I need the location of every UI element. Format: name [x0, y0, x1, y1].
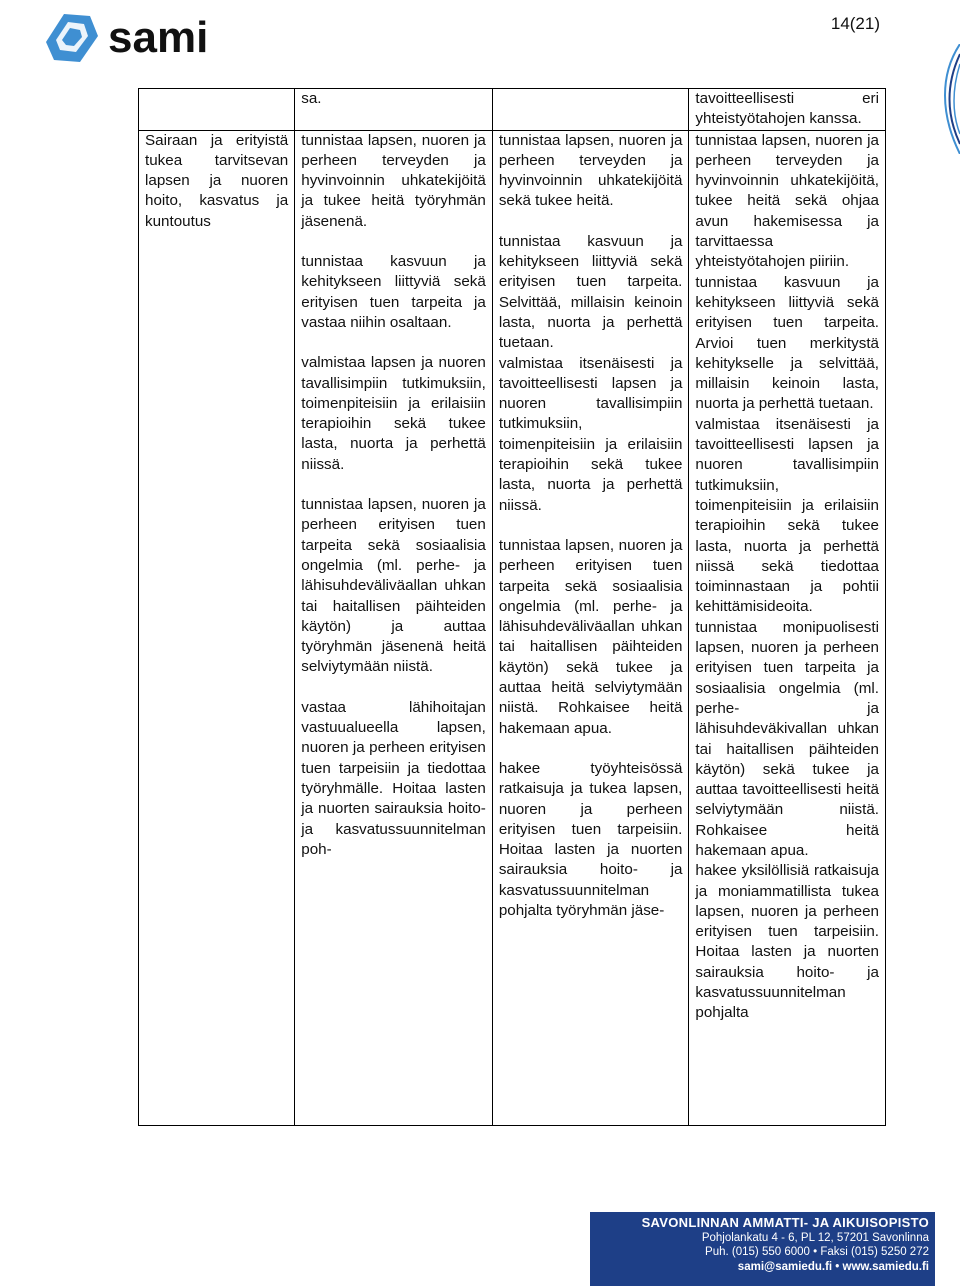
logo-text: sami — [108, 13, 209, 62]
cell-paragraph: hakee työyhteisössä ratkaisuja ja tukea lapsen, nuoren ja perheen erityisen tuen tarpeisiin. Hoitaa lasten ja nuorten sairauksia hoito- ja kasvatussuunnitelman pohjalta työryhmän jäse- — [498, 759, 683, 919]
table-cell — [492, 89, 689, 131]
cell-paragraph: valmistaa itsenäisesti ja tavoitteellisesti lapsen ja nuoren tavallisimpiin tutkimuksiin, toimenpiteisiin ja erilaisiin terapioihin sekä tukee lasta, nuorta ja perhettä niissä. — [498, 354, 683, 514]
cell-paragraph: valmistaa lapsen ja nuoren tavallisimpiin tutkimuksiin, toimenpiteisiin ja erilaisiin terapioihin sekä tukee lasta, nuorta ja perhettä niissä. — [301, 354, 486, 473]
section-heading: Sairaan ja erityistä tukea tarvitsevan lapsen ja nuoren hoito, kasvatus ja kuntoutus — [145, 131, 289, 230]
footer-web[interactable]: sami@samiedu.fi • www.samiedu.fi — [737, 1260, 929, 1273]
cell-paragraph: tunnistaa monipuolisesti lapsen, nuoren ja perheen erityisen tuen tarpeita ja sosiaalisia ongelmia (ml. perhe- ja lähisuhdeväkivallan uhkan tai haitallisen päihteiden käytön) sekä tukee ja auttaa tavoitteellisesti heitä selviytymään niistä. Rohkaisee heitä hakemaan apua. — [695, 618, 879, 859]
cell-paragraph: tunnistaa kasvuun ja kehitykseen liittyviä sekä erityisen tuen tarpeita ja vastaa niihin osaltaan. — [301, 253, 486, 331]
table-cell — [139, 89, 295, 131]
table-cell — [139, 130, 295, 1125]
cell-paragraph: tunnistaa lapsen, nuoren ja perheen erityisen tuen tarpeita sekä sosiaalisia ongelmia (ml. perhe- ja lähisuhdeväliväallan uhkan tai haitallisen päihteiden käytön) ja auttaa työryhmän jäsenenä heitä selviytymään niistä. — [301, 496, 486, 676]
table-row — [139, 89, 886, 131]
cell-paragraph: tunnistaa lapsen, nuoren ja perheen terveyden ja hyvinvoinnin uhkatekijöitä sekä tukee heitä. — [498, 131, 683, 210]
competence-table — [138, 88, 886, 1126]
cell-paragraph: vastaa lähihoitajan vastuualueella lapsen, nuoren ja perheen erityisen tuen tarpeisiin ja tiedottaa työryhmälle. Hoitaa lasten ja nuorten sairauksia hoito- ja kasvatussuunnitelman poh- — [301, 698, 486, 858]
footer-phone: Puh. (015) 550 6000 • Faksi (015) 5250 272 — [705, 1246, 929, 1259]
cell-paragraph: tunnistaa kasvuun ja kehitykseen liittyviä sekä erityisen tuen tarpeita. Arvioi tuen merkitystä kehitykselle ja selvittää, millaisin keinoin lasta, nuorta ja perhettä tuetaan. — [695, 273, 879, 413]
footer-address: Pohjolankatu 4 - 6, PL 12, 57201 Savonlinna — [701, 1231, 929, 1244]
cell-paragraph: hakee yksilöllisiä ratkaisuja ja moniammatillista tukea lapsen, nuoren ja perheen erityisen tuen tarpeisiin. Hoitaa lasten ja nuorten sairauksia hoito- ja kasvatussuunnitelman pohjalta — [695, 862, 879, 1022]
decorative-swoosh — [830, 44, 960, 154]
cell-text: sa. — [301, 90, 322, 107]
page-number: 14(21) — [830, 14, 880, 33]
table-row — [139, 130, 886, 1125]
cell-text: tavoitteellisesti eri yhteistyötahojen kanssa. — [695, 90, 879, 128]
cell-paragraph: tunnistaa lapsen, nuoren ja perheen erityisen tuen tarpeita sekä sosiaalisia ongelmia (ml. perhe- ja lähisuhdeväliväallan uhkan tai haitallisen päihteiden käytön) sekä tukee ja auttaa heitä selviytymään niistä. Rohkaisee heitä hakemaan apua. — [498, 536, 683, 737]
table-cell — [295, 89, 493, 131]
table-cell — [295, 130, 493, 1125]
cell-paragraph: tunnistaa kasvuun ja kehitykseen liittyviä sekä erityisen tuen tarpeita. Selvittää, millaisin keinoin lasta, nuorta ja perhettä tuetaan. — [498, 232, 683, 352]
table-cell — [689, 130, 886, 1125]
cell-paragraph: valmistaa itsenäisesti ja tavoitteellisesti lapsen ja nuoren tavallisimpiin tutkimuksiin, toimenpiteisiin ja erilaisiin terapioihin sekä tukee lasta, nuorta ja perhettä niissä sekä tiedottaa toiminnastaan ja pohtii kehittämisideoita. — [695, 415, 879, 616]
table-cell — [492, 130, 689, 1125]
sami-logo — [40, 6, 260, 66]
sami-logo-graphic — [40, 6, 260, 66]
cell-paragraph: tunnistaa lapsen, nuoren ja perheen terveyden ja hyvinvoinnin uhkatekijöitä ja tukee heitä työryhmän jäsenenä. — [301, 131, 486, 230]
cell-paragraph: tunnistaa lapsen, nuoren ja perheen terveyden ja hyvinvoinnin uhkatekijöitä, tukee heitä sekä ohjaa avun hakemisessa ja tarvittaessa yhteistyötahojen piiriin. — [695, 131, 879, 271]
footer-school-name: SAVONLINNAN AMMATTI- JA AIKUISOPISTO — [641, 1215, 929, 1230]
footer-contact-block — [590, 1212, 935, 1286]
